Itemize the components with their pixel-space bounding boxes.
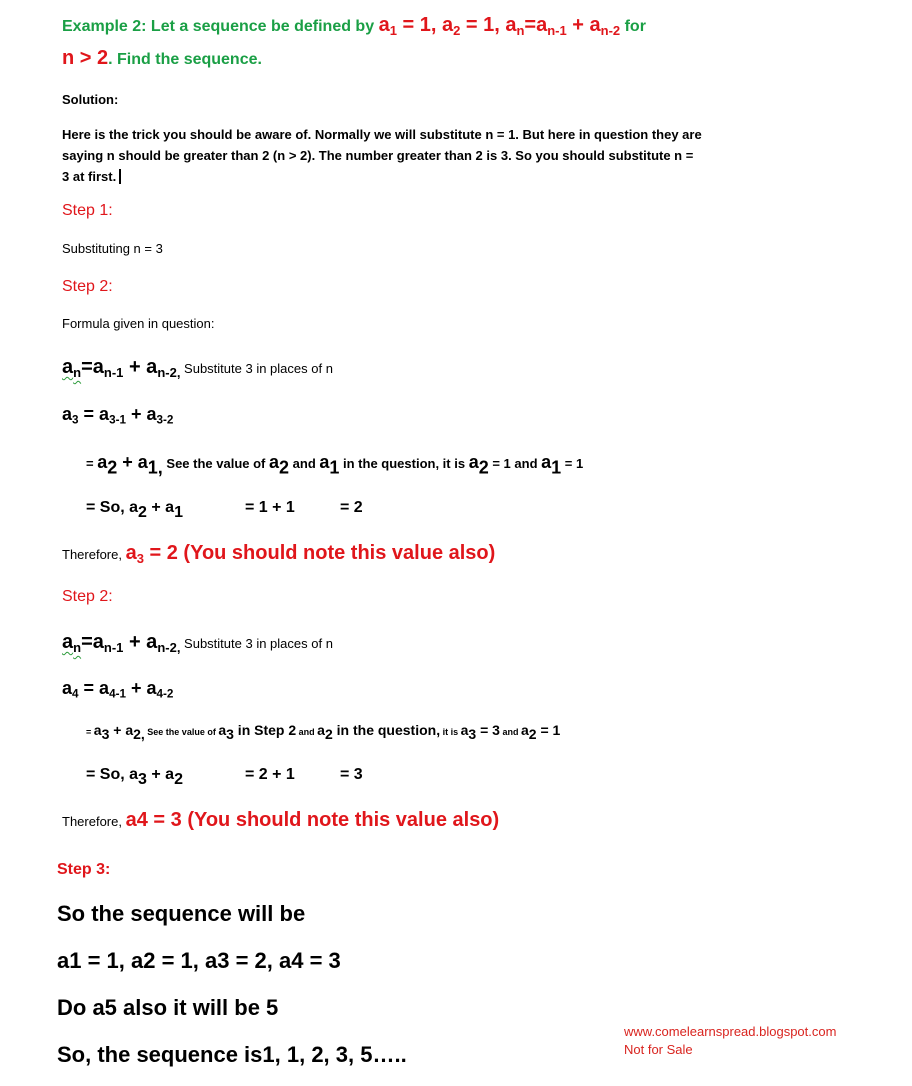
- step2b-substitution-line: = $a_3 + a_{2,}$ See the value of $a_3$ in Step 2 and $a_2$ in the question, it is $a_3 = 3$ and $a_2 = 1$: [86, 722, 561, 743]
- example-for: for: [620, 18, 646, 35]
- step2b-therefore: Therefore, a4 = 3 (You should note this value also): [62, 809, 500, 831]
- step1-heading: Step 1:: [62, 202, 113, 219]
- step2a-substitution-line: = $a_2 + a_{1,}$ See the value of $a_2$ and $a_1$ in the question, it is $a_2 = 1$ and $a_1 = 1$: [86, 452, 584, 478]
- step2b-a4-equation: $a_4 = a_{4-1} + a_{4-2}$: [62, 678, 174, 701]
- step2b-so-line: = So, $a_3 + a_2$: [86, 766, 183, 788]
- step3-line3: Do a5 also it will be 5: [57, 995, 279, 1020]
- formula-expression-2: $a_n=a_{n-1} + a_{n-2,}$: [62, 631, 181, 655]
- formula-expression: $a_n=a_{n-1} + a_{n-2,}$: [62, 356, 181, 380]
- example-condition: n > 2: [62, 47, 109, 69]
- step2a-therefore: Therefore, $a_3 = 2$ (You should note this value also): [62, 542, 496, 566]
- step2b-so-mid: = 2 + 1: [245, 766, 295, 783]
- step3-line1: So the sequence will be: [57, 901, 306, 926]
- example-heading-line1: [62, 14, 646, 37]
- footer-url: www.comelearnspread.blogspot.com: [624, 1024, 837, 1039]
- step3-heading: Step 3:: [57, 861, 111, 878]
- step2b-result: a4 = 3 (You should note this value also): [125, 809, 500, 831]
- step2a-result: $a_3 = 2$ (You should note this value also): [125, 542, 496, 566]
- step2a-so-result: = 2: [340, 499, 363, 516]
- step2b-formula: [62, 631, 333, 654]
- step2b-so-result: = 3: [340, 766, 363, 783]
- example-definition: $a_1 = 1$, $a_2 = 1$, $a_n=a_{n-1} + a_{n-2}$: [378, 14, 621, 38]
- step3-line2: a1 = 1, a2 = 1, a3 = 2, a4 = 3: [57, 948, 341, 973]
- footer-note: Not for Sale: [624, 1042, 693, 1057]
- step2a-formula-label: Formula given in question:: [62, 316, 215, 331]
- step2b-heading: Step 2:: [62, 588, 113, 605]
- example-heading-line2: [62, 47, 262, 70]
- text-cursor: [119, 169, 121, 184]
- step2a-so-mid: = 1 + 1: [245, 499, 295, 516]
- solution-paragraph: Here is the trick you should be aware of. Normally we will substitute n = 1. But here in question they are saying n should be greater than 2 (n > 2). The number greater than 2 is 3. So you should substitute n = 3 at first.: [62, 127, 702, 184]
- formula-note-2: Substitute 3 in places of n: [180, 636, 333, 651]
- solution-label: Solution:: [62, 92, 119, 107]
- formula-note: Substitute 3 in places of n: [180, 361, 333, 376]
- example-intro: Example 2: Let a sequence be defined by: [62, 18, 375, 35]
- step3-line4: So, the sequence is1, 1, 2, 3, 5…..: [57, 1042, 407, 1067]
- step2a-a3-equation: $a_3 = a_{3-1} + a_{3-2}$: [62, 404, 174, 427]
- step2a-formula: [62, 356, 333, 379]
- example-find: . Find the sequence.: [108, 51, 262, 68]
- step2a-heading: Step 2:: [62, 278, 113, 295]
- step1-text: Substituting n = 3: [62, 241, 163, 256]
- step2a-so-line: = So, $a_2 + a_1$: [86, 499, 183, 521]
